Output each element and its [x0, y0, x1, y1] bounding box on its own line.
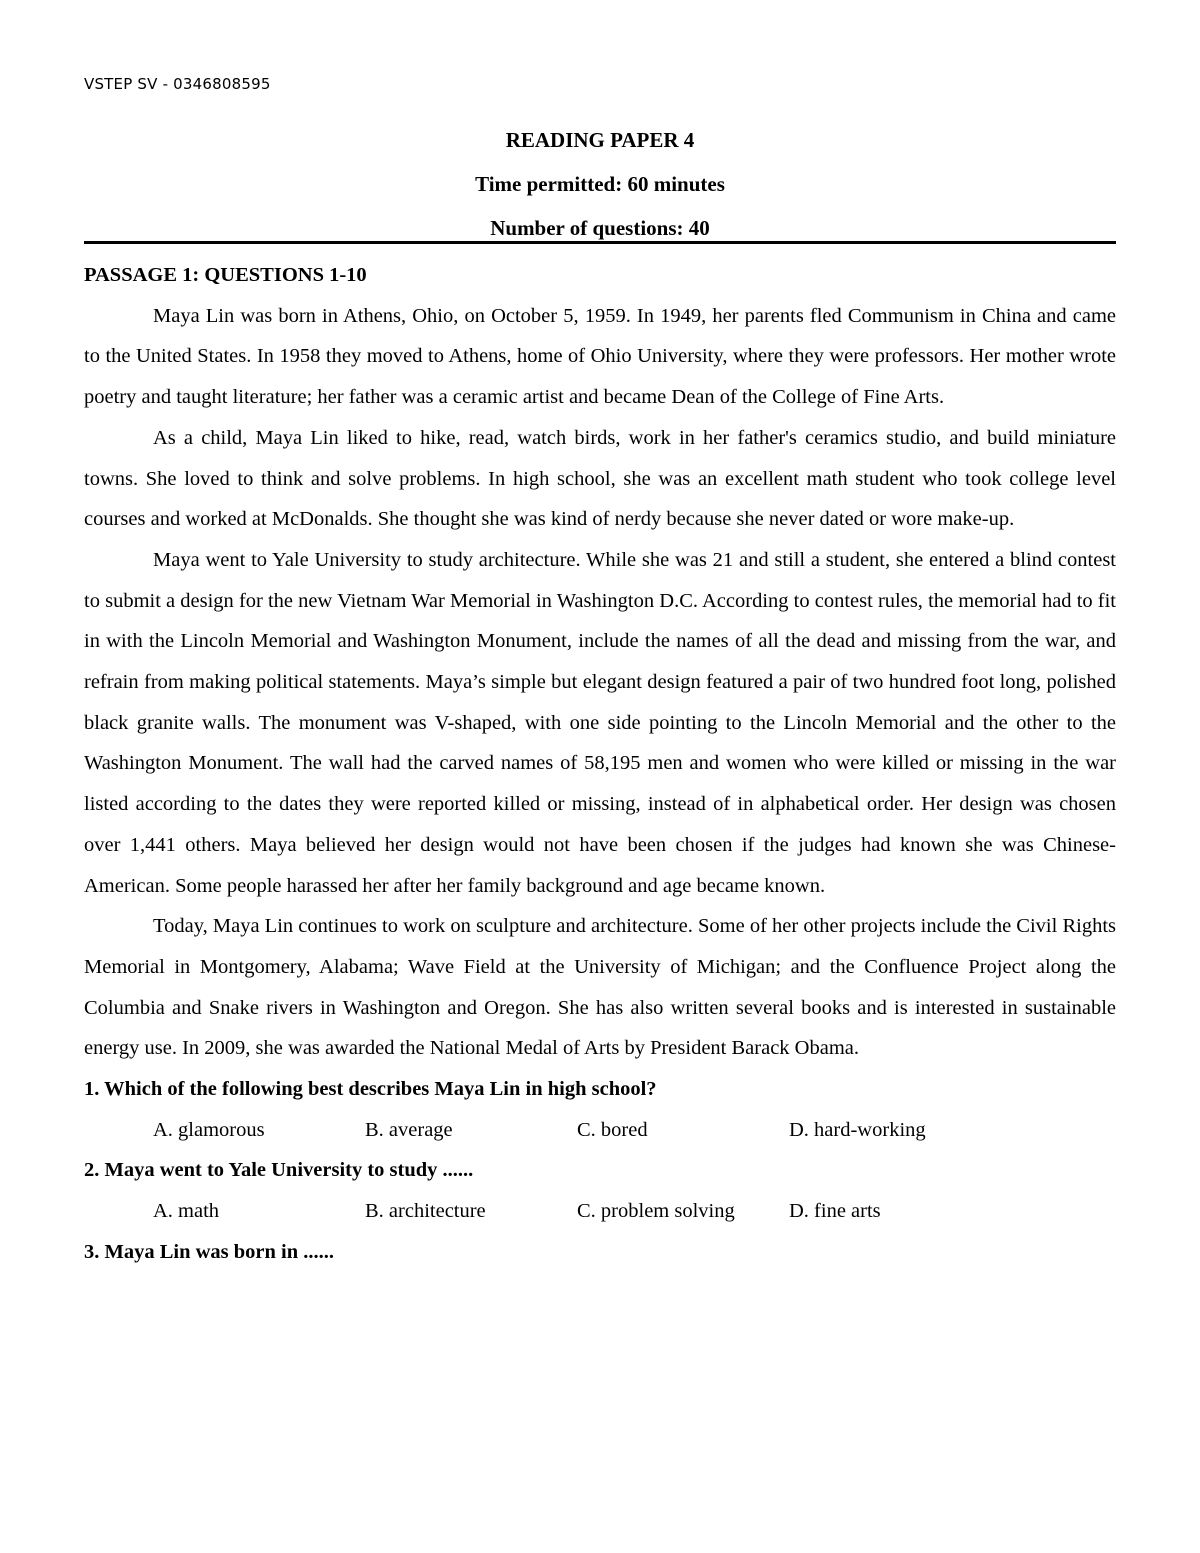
- option-a[interactable]: A. math: [153, 1200, 220, 1223]
- passage-paragraph-3: Maya went to Yale University to study architecture. While she was 21 and still a student, she entered a blind contest to submit a design for the new Vietnam War Memorial in Washington D.C. According to contest rules, the memorial had to fit in with the Lincoln Memorial and Washington Monument, include the names of all the dead and missing from the war, and refrain from making political statements. Maya’s simple but elegant design featured a pair of two hundred foot long, polished black granite walls. The monument was V-shaped, with one side pointing to the Lincoln Memorial and the other to the Washington Monument. The wall had the carved names of 58,195 men and women who were killed or missing in the war listed according to the dates they were reported killed or missing, instead of in alphabetical order. Her design was chosen over 1,441 others. Maya believed her design would not have been chosen if the judges had known she was Chinese-American. Some people harassed her after her family background and age became known.: [84, 548, 1116, 897]
- option-b[interactable]: B. average: [365, 1118, 453, 1141]
- option-c[interactable]: C. bored: [577, 1118, 648, 1141]
- time-permitted: Time permitted: 60 minutes: [475, 172, 725, 196]
- question-3: 3. Maya Lin was born in ......: [84, 1240, 335, 1263]
- title-divider: [84, 241, 1116, 244]
- option-a[interactable]: A. glamorous: [153, 1118, 265, 1141]
- paper-title: READING PAPER 4: [505, 128, 695, 152]
- title-block: [84, 120, 1116, 252]
- question-2: 2. Maya went to Yale University to study ......: [84, 1159, 474, 1182]
- header-note: VSTEP SV - 0346808595: [84, 75, 271, 93]
- passage-paragraph-4: Today, Maya Lin continues to work on sculpture and architecture. Some of her other projects include the Civil Rights Memorial in Montgomery, Alabama; Wave Field at the University of Michigan; and the Confluence Project along the Columbia and Snake rivers in Washington and Oregon. She has also written several books and is interested in sustainable energy use. In 2009, she was awarded the National Medal of Arts by President Barack Obama.: [84, 915, 1116, 1060]
- option-b[interactable]: B. architecture: [365, 1200, 486, 1223]
- passage-heading: PASSAGE 1: QUESTIONS 1-10: [84, 264, 367, 286]
- passage-paragraph-2: As a child, Maya Lin liked to hike, read, watch birds, work in her father's ceramics studio, and build miniature towns. She loved to think and solve problems. In high school, she was an excellent math student who took college level courses and worked at McDonalds. She thought she was kind of nerdy because she never dated or wore make-up.: [84, 426, 1116, 531]
- option-c[interactable]: C. problem solving: [577, 1200, 735, 1223]
- question-2-options: [84, 1191, 1116, 1232]
- passage-paragraph-1: Maya Lin was born in Athens, Ohio, on October 5, 1959. In 1949, her parents fled Communism in China and came to the United States. In 1958 they moved to Athens, home of Ohio University, where they were professors. Her mother wrote poetry and taught literature; her father was a ceramic artist and became Dean of the College of Fine Arts.: [84, 304, 1116, 409]
- option-d[interactable]: D. hard-working: [789, 1118, 926, 1141]
- option-d[interactable]: D. fine arts: [789, 1200, 881, 1223]
- main-content: [84, 255, 1116, 1273]
- number-of-questions: Number of questions: 40: [490, 216, 710, 240]
- question-1: 1. Which of the following best describes Maya Lin in high school?: [84, 1078, 657, 1101]
- question-1-options: [84, 1110, 1116, 1151]
